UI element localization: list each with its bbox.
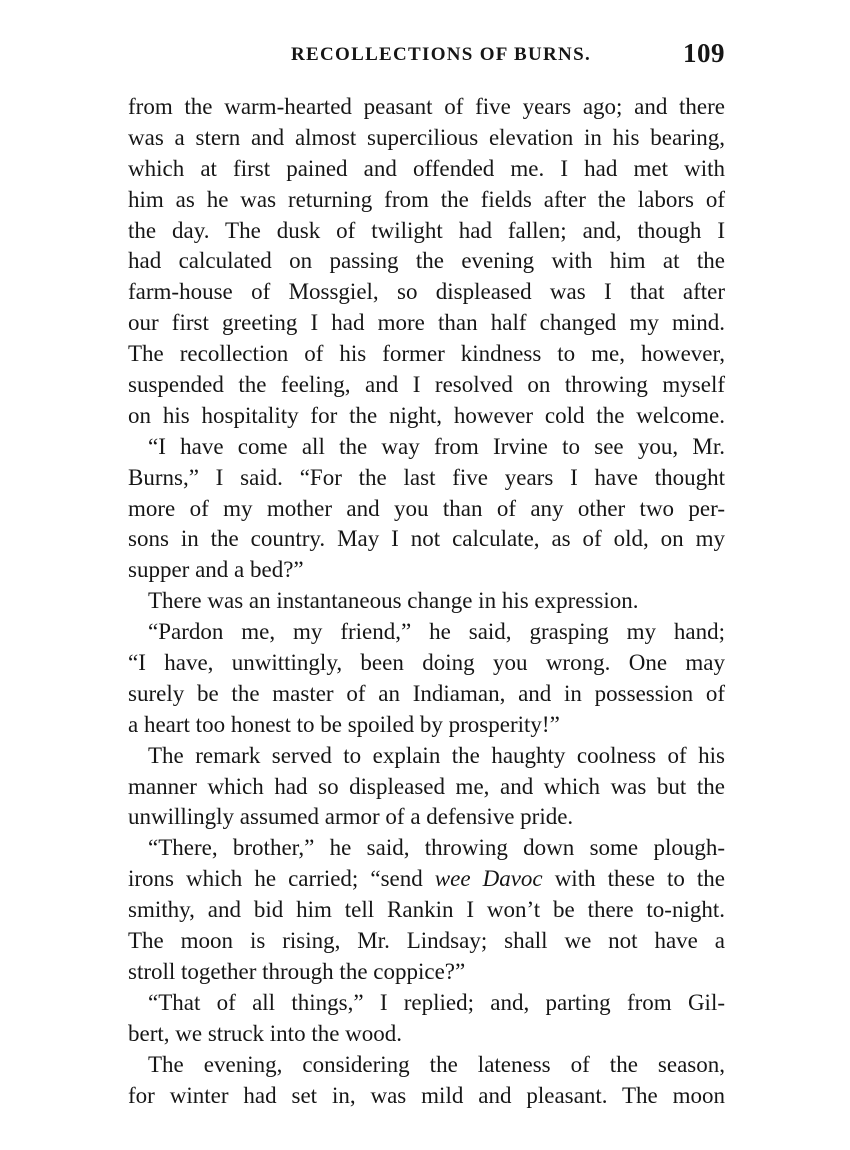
text-line: unwillingly assumed armor of a defensive pride. <box>128 804 574 830</box>
text-line: “That of all things,” I replied; and, parting from Gil- <box>148 989 725 1015</box>
text-line: Burns,” I said. “For the last five years I have thought <box>128 464 725 490</box>
running-head <box>128 38 725 72</box>
body-text <box>128 92 725 1111</box>
text-line: him as he was returning from the fields after the labors of <box>128 186 725 212</box>
text-line: surely be the master of an Indiaman, and in possession of <box>128 680 725 706</box>
text-line: our first greeting I had more than half changed my mind. <box>128 310 725 336</box>
text-line: bert, we struck into the wood. <box>128 1020 403 1046</box>
text-line: supper and a bed?” <box>128 557 304 583</box>
text-line: which at first pained and offended me. I had met with <box>128 155 725 181</box>
text-line: had calculated on passing the evening with him at the <box>128 248 725 274</box>
text-line: more of my mother and you than of any other two per- <box>128 495 725 521</box>
text-line: on his hospitality for the night, however cold the welcome. <box>128 402 725 428</box>
text-line: sons in the country. May I not calculate, as of old, on my <box>128 526 725 552</box>
page-number: 109 <box>683 38 725 68</box>
italic-name: wee Davoc <box>434 866 543 892</box>
text-line: a heart too honest to be spoiled by prosperity!” <box>128 711 560 737</box>
text-line: manner which had so displeased me, and which was but the <box>128 773 725 799</box>
text-line: The evening, considering the lateness of the season, <box>148 1051 725 1077</box>
text-line: “There, brother,” he said, throwing down some plough- <box>148 835 725 861</box>
text-line: stroll together through the coppice?” <box>128 958 466 984</box>
text-line: suspended the feeling, and I resolved on throwing myself <box>128 372 725 398</box>
text-line: smithy, and bid him tell Rankin I won’t be there to-night. <box>128 897 725 923</box>
text-line: “I have, unwittingly, been doing you wrong. One may <box>128 650 725 676</box>
text-line: for winter had set in, was mild and pleasant. The moon <box>128 1082 725 1108</box>
text-segment: irons which he carried; “send <box>128 866 435 892</box>
text-line <box>128 864 725 895</box>
text-line: The moon is rising, Mr. Lindsay; shall we not have a <box>128 928 725 954</box>
text-line: “I have come all the way from Irvine to see you, Mr. <box>148 433 725 459</box>
text-line: There was an instantaneous change in his expression. <box>148 588 639 614</box>
text-line: “Pardon me, my friend,” he said, grasping my hand; <box>148 619 725 645</box>
text-segment: with these to the <box>542 866 725 892</box>
text-line: farm-house of Mossgiel, so displeased was I that after <box>128 279 725 305</box>
text-line: The recollection of his former kindness to me, however, <box>128 341 725 367</box>
text-line: The remark served to explain the haughty coolness of his <box>148 742 725 768</box>
running-title: RECOLLECTIONS OF BURNS. <box>291 44 592 65</box>
text-line: the day. The dusk of twilight had fallen; and, though I <box>128 217 725 243</box>
text-line: was a stern and almost supercilious elevation in his bearing, <box>128 124 725 150</box>
text-line: from the warm-hearted peasant of five years ago; and there <box>128 94 725 119</box>
